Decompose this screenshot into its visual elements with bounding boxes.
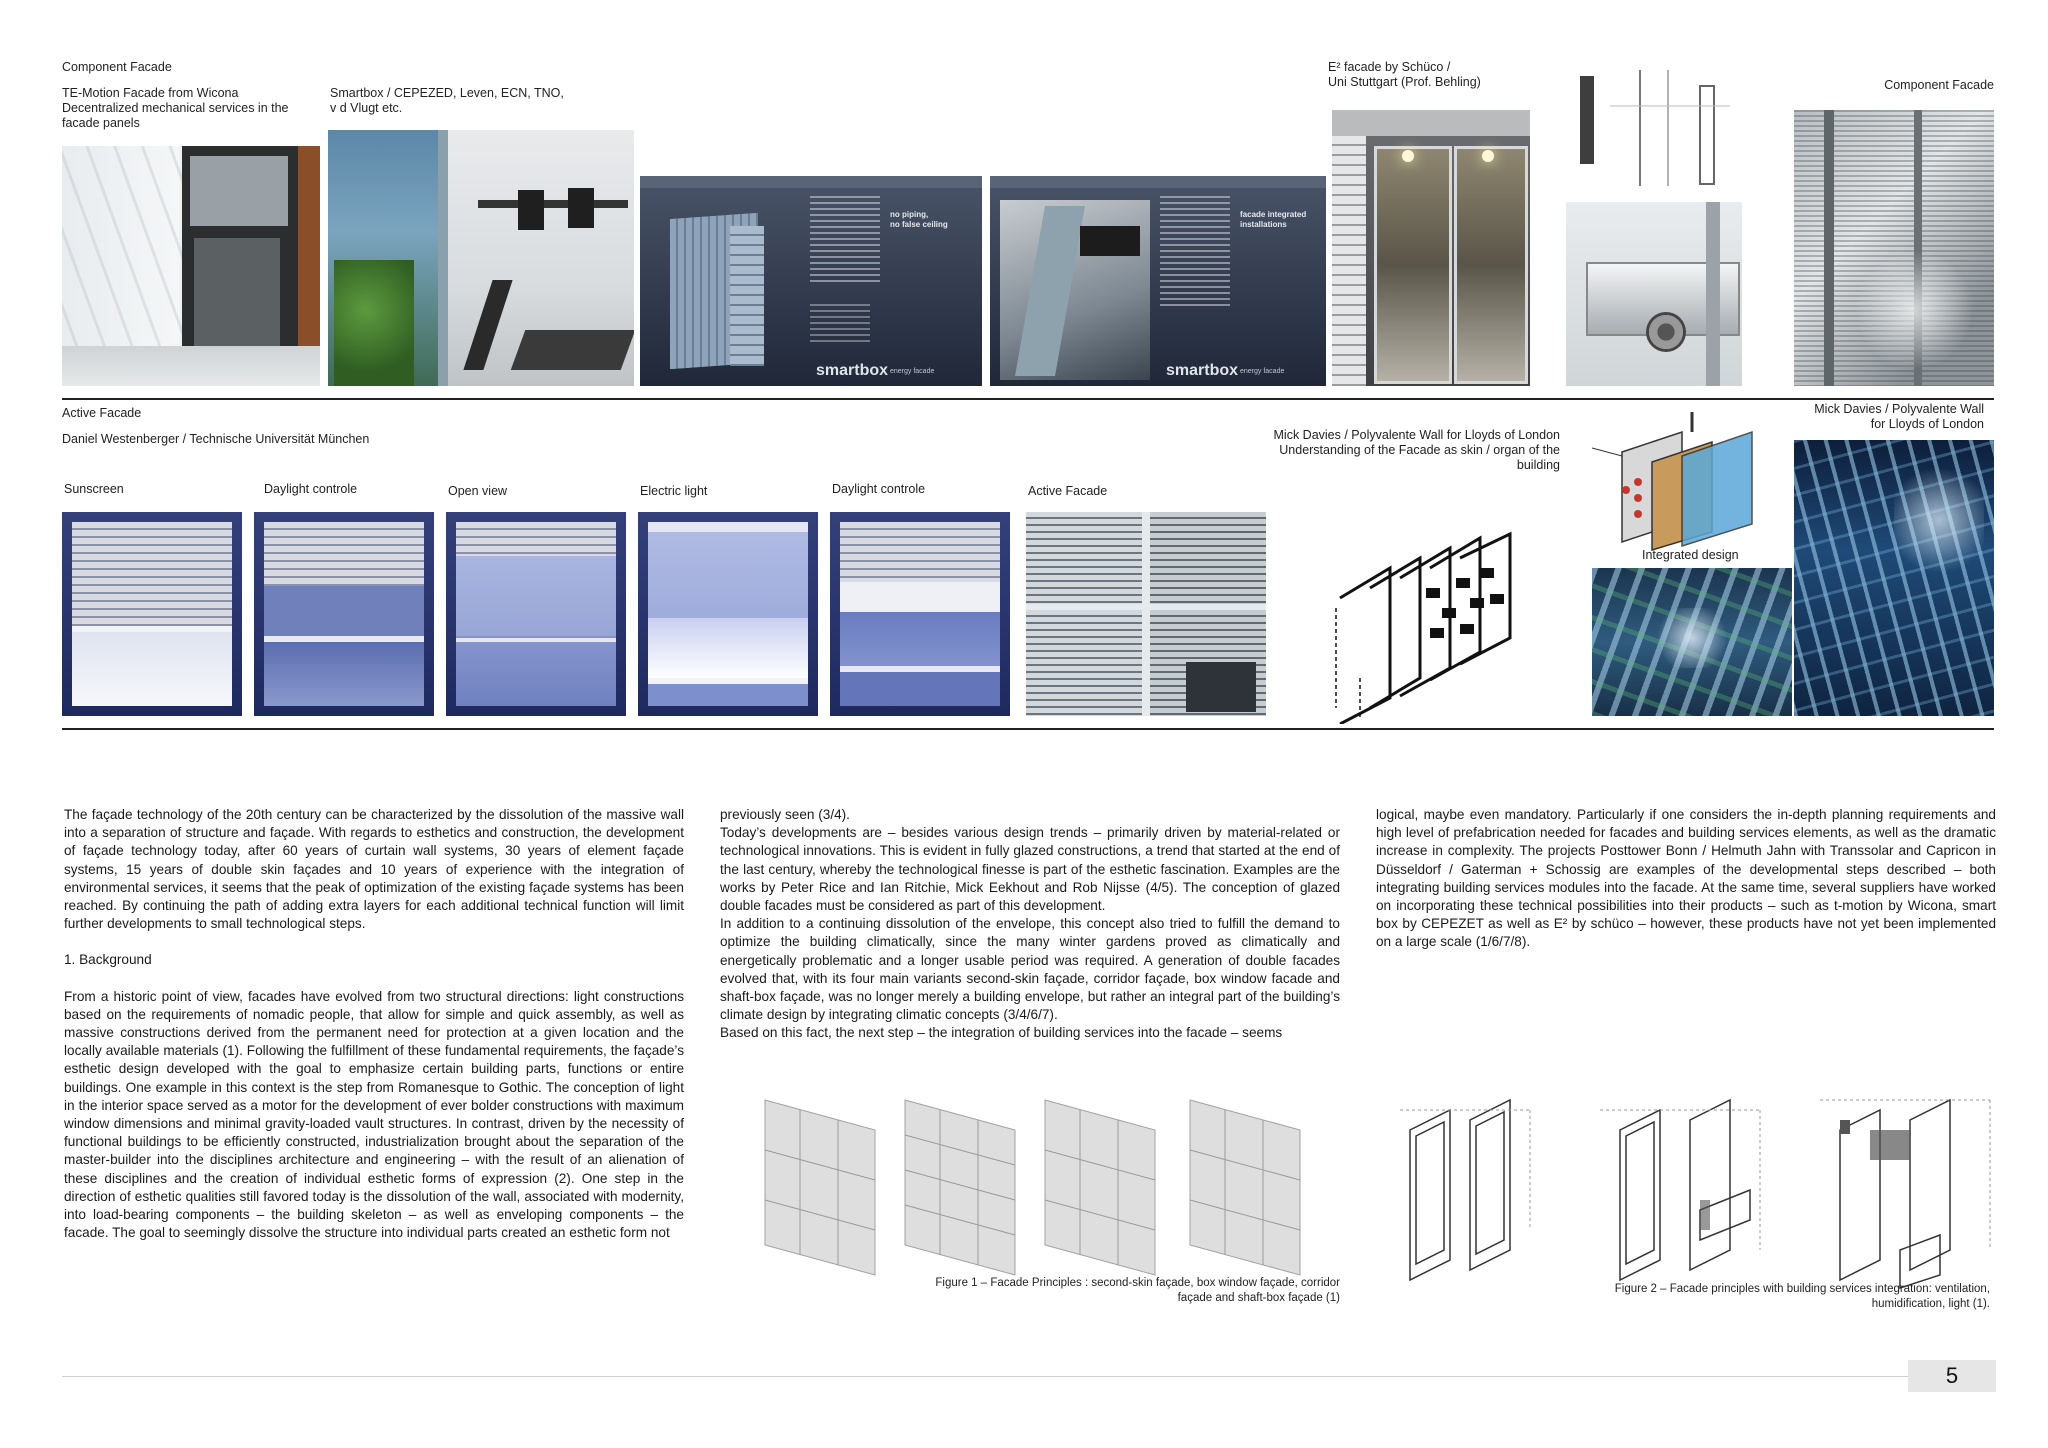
caption-component-facade: Component Facade — [62, 60, 172, 74]
label-open-view: Open view — [448, 484, 508, 498]
lloyds-facade-night-photo — [1794, 440, 1994, 716]
caption-westenberger: Daniel Westenberger / Technische Universität München — [62, 432, 370, 446]
footer-rule — [62, 1376, 1908, 1377]
active-facade-photo — [1026, 512, 1266, 716]
col3-paragraph-1: logical, maybe even mandatory. Particularly if one considers the in-depth planning requirements and high level of prefabrication needed for facades and building services elements, as well as the dramatic increase in complexity. The projects Posttower Bonn / Helmuth Jahn with Transsolar and Capricon in Düsseldorf / Gaterman + Schossig are examples of the developmental steps described – both integrating building services modules into the facade. At the same time, several suppliers have worked on incorporating these technical possibilities into their products – such as t-motion by Wicona, smart box by CEPEZET as well as E² by schüco – however, these products have not yet been implemented on a large scale (1/6/7/8). — [1376, 807, 1996, 950]
text-column-1 — [64, 806, 684, 1242]
caption-te-motion: TE-Motion Facade from Wicona Decentralized mechanical services in the facade panels — [62, 86, 289, 130]
slide-2-logo-sub: energy facade — [1240, 368, 1285, 375]
caption-e2-facade: E² facade by Schüco / Uni Stuttgart (Prof. Behling) — [1328, 60, 1481, 89]
slide-1-heading: no piping, no false ceiling — [890, 210, 948, 229]
caption-mick-davies-right: Mick Davies / Polyvalente Wall for Lloyds of London — [1814, 402, 1984, 431]
col1-heading-background: 1. Background — [64, 952, 152, 968]
slide-2-logo: smartbox — [1166, 362, 1239, 379]
figure-2-services-integration — [1400, 1090, 2000, 1290]
e2-facade-photo — [1332, 110, 1530, 386]
section-divider-bottom — [62, 728, 1994, 730]
profile-section-photo — [1566, 202, 1742, 386]
figure-2-caption: Figure 2 – Facade principles with building services integration: ventilation, humidification, light (1). — [1614, 1283, 1990, 1310]
caption-integrated-design: Integrated design — [1642, 548, 1739, 562]
smartbox-slide-2 — [990, 176, 1326, 386]
te-motion-photo — [62, 146, 320, 386]
slide-1-logo-sub: energy facade — [890, 368, 935, 375]
smartbox-slide-1 — [640, 176, 982, 386]
col1-paragraph-2: From a historic point of view, facades have evolved from two structural directions: light constructions based on the requirements of nomadic people, that allow for simple and quick assembly, as well as massive constructions derived from the permanent need for protection at a given location and the locally available materials (1). Following the fulfillment of these fundamental requirements, the façade’s esthetic design developed with the goal to emphasize certain building parts, functions or entire buildings. One example in this context is the step from Romanesque to Gothic. The conception of light in the interior space served as a motor for the development of ever bolder constructions with maximum window dimensions and minimal gravity-loaded vault structures. In contrast, driven by the necessity of functional buildings to be efficiently constructed, industrialization brought about the separation of the master-builder into the disciplines architecture and engineering – with the result of an alienation of these disciplines and the creation of individual esthetic forms of expression (2). One step in the direction of esthetic qualities still favored today is the dissolution of the wall, associated with modernity, into load-bearing components – the building skeleton – as well as enveloping components – the facade. The goal to seemingly dissolve the structure into individual parts created an esthetic form not — [64, 988, 684, 1241]
profile-drawing-1 — [1550, 66, 1742, 190]
col2-paragraph-1: previously seen (3/4). — [720, 807, 850, 822]
label-sunscreen: Sunscreen — [64, 482, 124, 496]
window-electric-light — [638, 512, 818, 716]
caption-component-facade-right: Component Facade — [1884, 78, 1994, 92]
section-divider-top — [62, 398, 1994, 400]
caption-active-facade: Active Facade — [62, 406, 142, 420]
label-electric-light: Electric light — [640, 484, 708, 498]
caption-smartbox: Smartbox / CEPEZED, Leven, ECN, TNO, v d Vlugt etc. — [330, 86, 564, 115]
window-daylight-controle-1 — [254, 512, 434, 716]
text-column-2 — [720, 806, 1340, 1043]
caption-mick-davies-left: Mick Davies / Polyvalente Wall for Lloyds of London Understanding of the Facade as skin / organ of the building — [1273, 428, 1560, 472]
window-daylight-controle-2 — [830, 512, 1010, 716]
col2-paragraph-2: Today’s developments are – besides various design trends – primarily driven by material-related or technological innovations. This is evident in fully glazed constructions, a trend that started at the end of the last century, whereby the technological finesse is part of the esthetic fascination. Examples are the works by Peter Rice and Ian Ritchie, Mick Eekhout and Rob Nijsse (4/5). The conception of glazed double facades must be considered as part of this development. — [720, 825, 1340, 914]
component-facade-photo — [1794, 110, 1994, 386]
label-active-facade: Active Facade — [1028, 484, 1108, 498]
text-column-3 — [1376, 806, 1996, 952]
slide-2-heading: facade integrated installations — [1240, 210, 1307, 229]
page-number: 5 — [1908, 1360, 1996, 1392]
label-daylight-controle-1: Daylight controle — [264, 482, 358, 496]
label-daylight-controle-2: Daylight controle — [832, 482, 926, 496]
col1-paragraph-1: The façade technology of the 20th century can be characterized by the dissolution of the massive wall into a separation of structure and façade. With regards to esthetics and construction, the development of façade technology today, after 60 years of curtain wall systems, 30 years of element façade systems, 15 years of double skin façades and 10 years of experience with the integration of environmental services, it seems that the peak of optimization of the existing façade systems has been reached. By continuing the path of adding extra layers for each additional technical function will limit further developments to small technological steps. — [64, 807, 684, 932]
col2-paragraph-4: Based on this fact, the next step – the integration of building services into the facade – seems — [720, 1025, 1283, 1041]
polyvalente-wall-exploded-drawing — [1330, 528, 1530, 724]
window-open-view — [446, 512, 626, 716]
smartbox-office-photo — [328, 130, 634, 386]
integrated-design-drawing — [1592, 412, 1770, 552]
slide-1-logo: smartbox — [816, 362, 889, 379]
lloyds-pipes-photo — [1592, 568, 1792, 716]
col2-paragraph-3: In addition to a continuing dissolution of the envelope, this concept also tried to fulfill the demand to optimize the building climatically, since the many winter gardens proved as climatically and energetically problematic and a longer usable period was required. A generation of double facades evolved that, with its four main variants second-skin façade, corridor façade, box window facade and shaft-box façade, was no longer merely a building envelope, but rather an integral part of the building’s climate design by integrating climatic concepts (3/4/6/7). — [720, 916, 1340, 1023]
figure-1-facade-principles — [760, 1090, 1340, 1280]
window-sunscreen — [62, 512, 242, 716]
figure-1-caption: Figure 1 – Facade Principles : second-skin façade, box window façade, corridor façade and shaft-box façade (1) — [935, 1277, 1340, 1304]
